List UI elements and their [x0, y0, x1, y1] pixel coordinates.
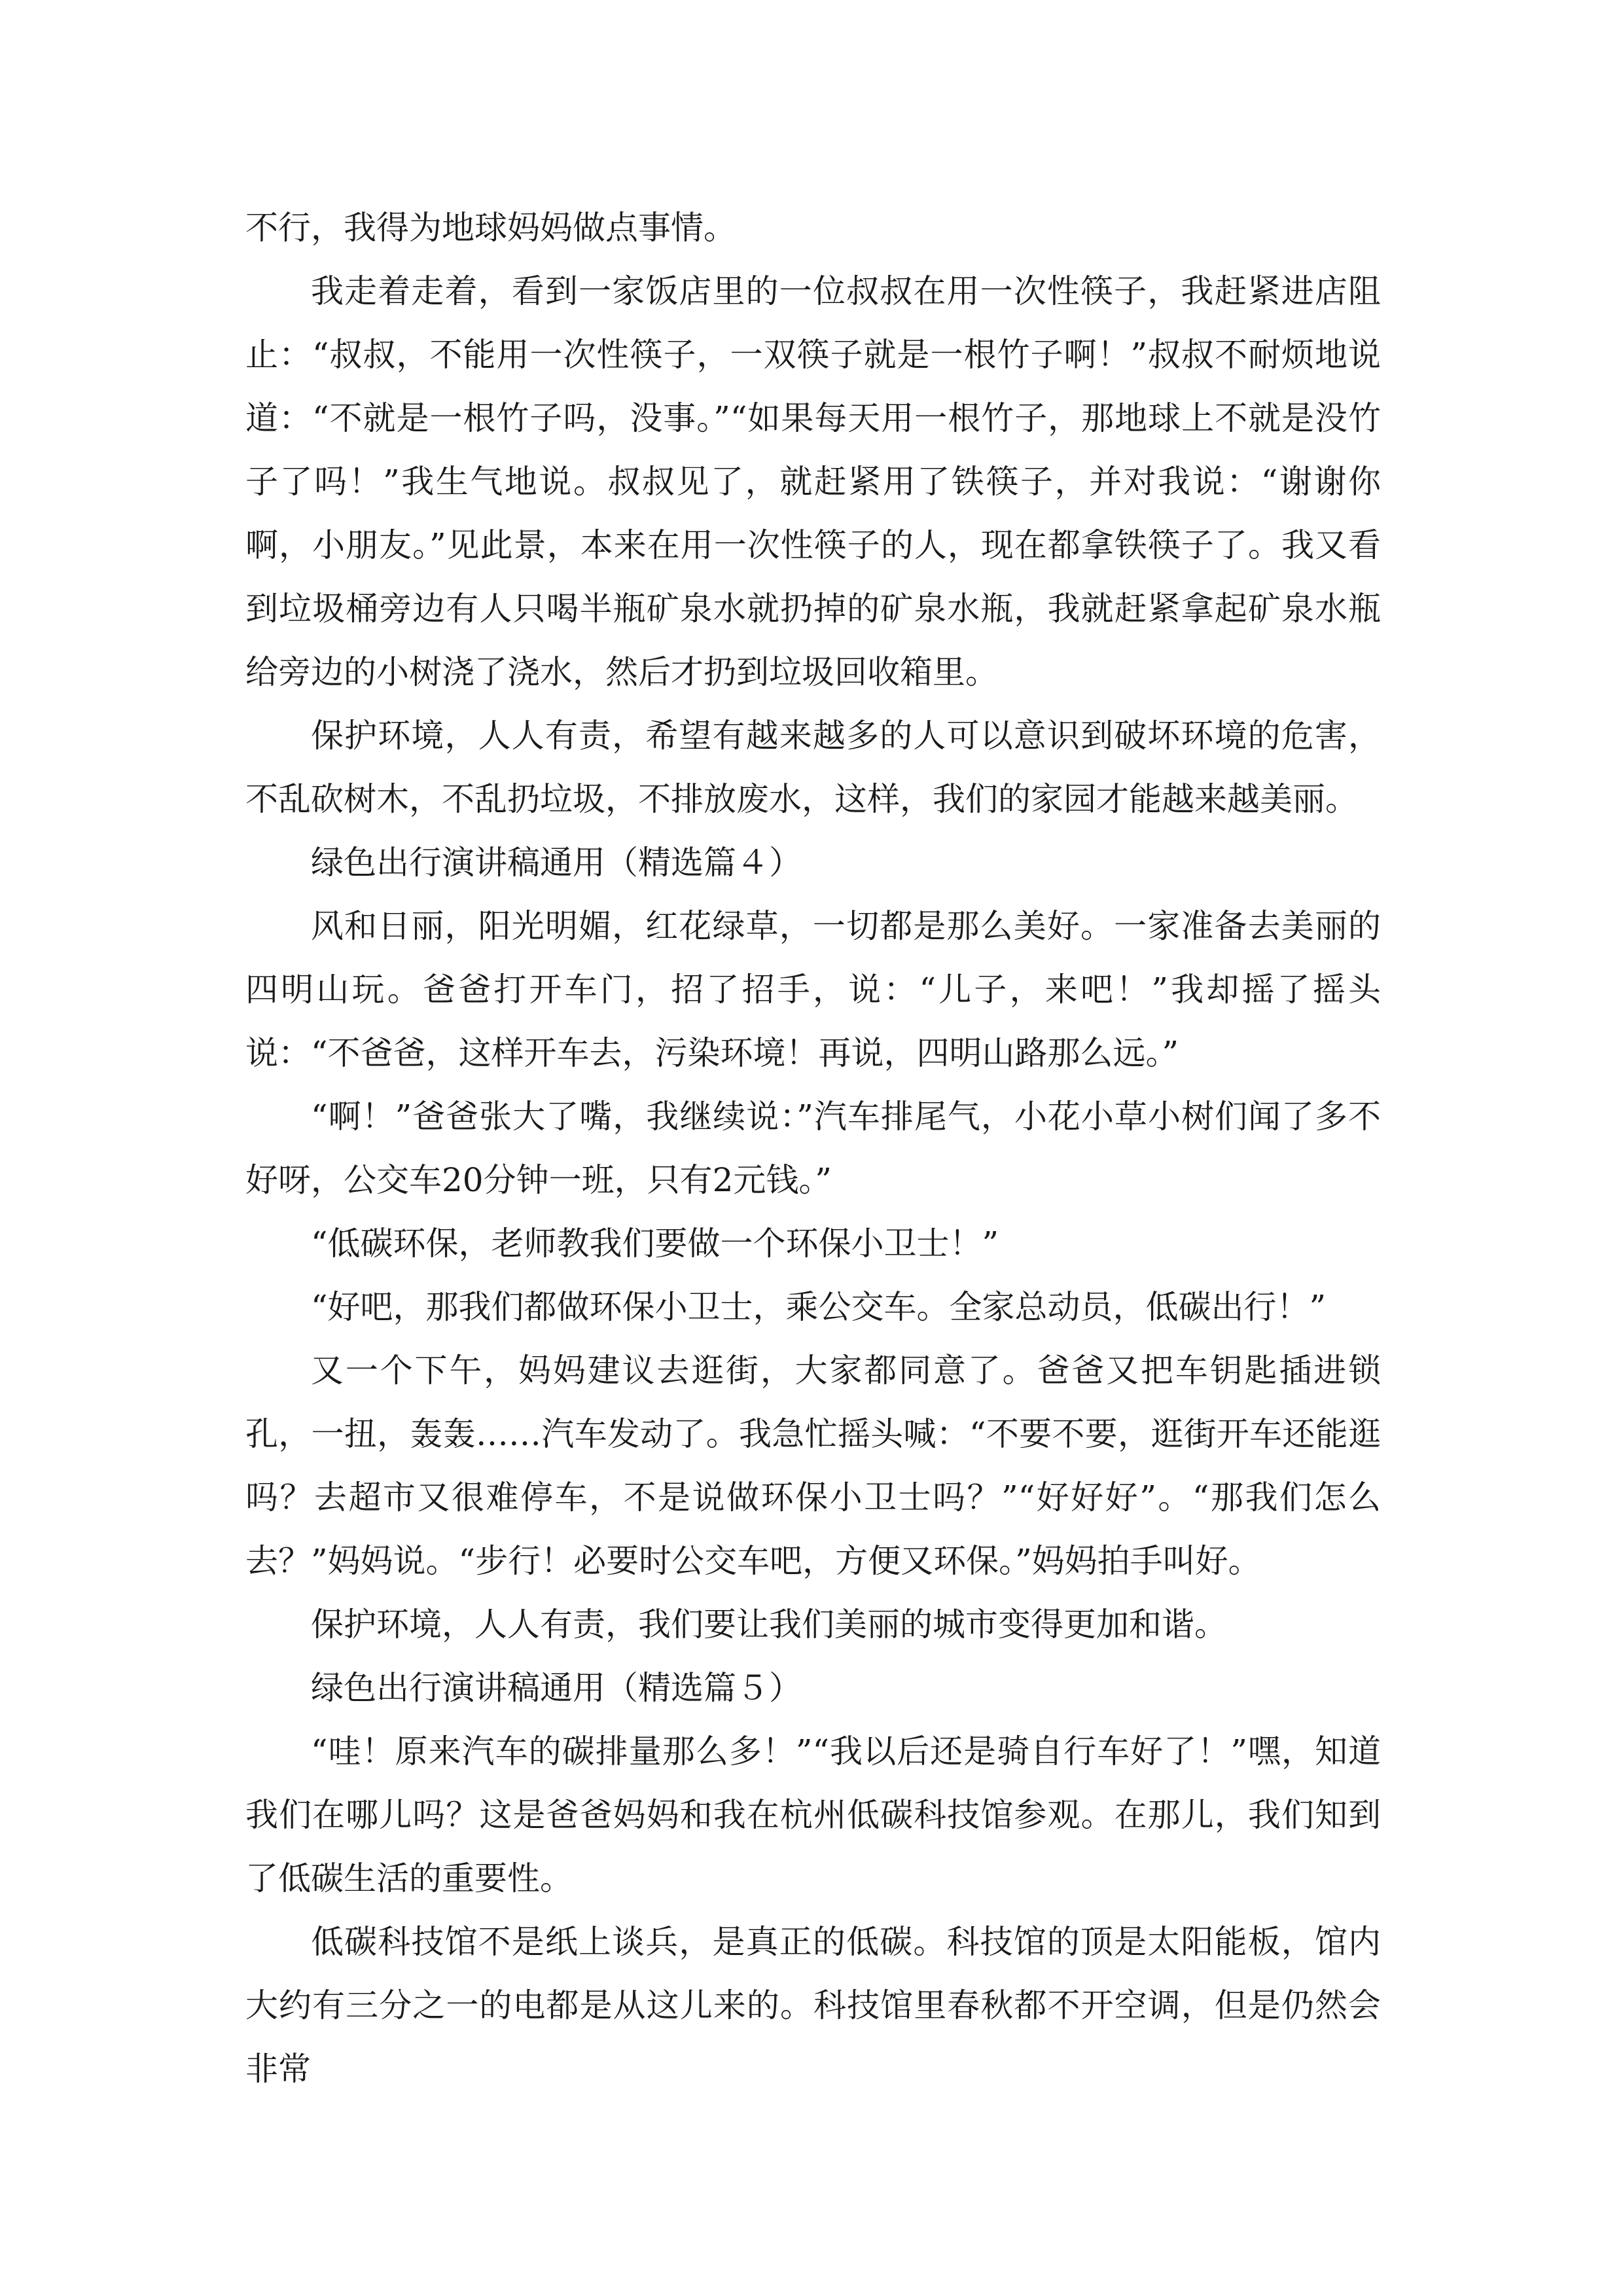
paragraph: 低碳科技馆不是纸上谈兵，是真正的低碳。科技馆的顶是太阳能板，馆内大约有三分之一的电都是从这儿来的。科技馆里春秋都不开空调，但是仍然会非常 — [245, 1923, 1381, 2088]
paragraph: 又一个下午，妈妈建议去逛街，大家都同意了。爸爸又把车钥匙插进锁孔，一扭，轰轰……汽车发动了。我急忙摇头喊：“不要不要，逛街开车还能逛吗？去超市又很难停车，不是说做环保小卫士吗？”“好好好”。“那我们怎么去？”妈妈说。“步行！必要时公交车吧，方便又环保。”妈妈拍手叫好。 — [245, 1352, 1381, 1580]
paragraph: 我走着走着，看到一家饭店里的一位叔叔在用一次性筷子，我赶紧进店阻止：“叔叔，不能用一次性筷子，一双筷子就是一根竹子啊！”叔叔不耐烦地说道：“不就是一根竹子吗，没事。”“如果每天用一根竹子，那地球上不就是没竹子了吗！”我生气地说。叔叔见了，就赶紧用了铁筷子，并对我说：“谢谢你啊，小朋友。”见此景，本来在用一次性筷子的人，现在都拿铁筷子了。我又看到垃圾桶旁边有人只喝半瓶矿泉水就扔掉的矿泉水瓶，我就赶紧拿起矿泉水瓶给旁边的小树浇了浇水，然后才扔到垃圾回收箱里。 — [245, 272, 1381, 691]
paragraph: “啊！”爸爸张大了嘴，我继续说：”汽车排尾气，小花小草小树们闻了多不好呀，公交车20分钟一班，只有2元钱。” — [245, 1098, 1381, 1199]
paragraph: 风和日丽，阳光明媚，红花绿草，一切都是那么美好。一家准备去美丽的四明山玩。爸爸打开车门，招了招手，说：“儿子，来吧！”我却摇了摇头说：“不爸爸，这样开车去，污染环境！再说，四明山路那么远。” — [245, 907, 1381, 1072]
paragraph: “好吧，那我们都做环保小卫士，乘公交车。全家总动员，低碳出行！” — [311, 1288, 1327, 1326]
paragraph: 保护环境，人人有责，我们要让我们美丽的城市变得更加和谐。 — [311, 1605, 1227, 1643]
paragraph: 保护环境，人人有责，希望有越来越多的人可以意识到破坏环境的危害，不乱砍树木，不乱扔垃圾，不排放废水，这样，我们的家园才能越来越美丽。 — [245, 717, 1381, 818]
section-heading: 绿色出行演讲稿通用（精选篇４） — [311, 844, 802, 882]
paragraph: “低碳环保，老师教我们要做一个环保小卫士！” — [311, 1225, 999, 1263]
document-body — [245, 196, 1381, 2101]
paragraph: 不行，我得为地球妈妈做点事情。 — [245, 209, 736, 247]
section-heading: 绿色出行演讲稿通用（精选篇５） — [311, 1669, 802, 1707]
paragraph: “哇！原来汽车的碳排量那么多！”“我以后还是骑自行车好了！”嘿，知道我们在哪儿吗？这是爸爸妈妈和我在杭州低碳科技馆参观。在那儿，我们知到了低碳生活的重要性。 — [245, 1732, 1381, 1897]
